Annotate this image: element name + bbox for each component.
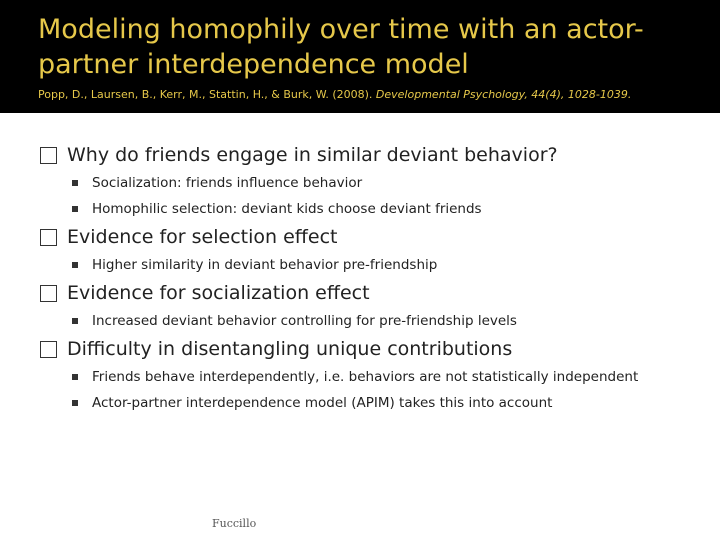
citation (38, 88, 631, 102)
square-bullet-icon (72, 400, 78, 406)
bullet-text: Why do friends engage in similar deviant behavior? (67, 144, 558, 166)
footer-author: Fuccillo (212, 517, 257, 530)
bullet-text: Evidence for selection effect (67, 226, 338, 248)
square-bullet-icon (72, 318, 78, 324)
slide-title: Modeling homophily over time with an actor-partner interdependence model (38, 14, 644, 80)
citation-journal: Developmental Psychology, 44(4), 1028-1039. (375, 88, 632, 101)
checkbox-bullet-icon (40, 147, 57, 164)
square-bullet-icon (72, 206, 78, 212)
sub-bullet-homophilic-selection (40, 196, 710, 222)
sub-bullet-interdependence (40, 364, 710, 390)
sub-bullet-text: Friends behave interdependently, i.e. behaviors are not statistically independent (92, 369, 639, 385)
sub-bullet-text: Higher similarity in deviant behavior pre-friendship (92, 257, 438, 273)
sub-bullet-text: Homophilic selection: deviant kids choose deviant friends (92, 201, 482, 217)
sub-bullet-apim (40, 390, 710, 416)
square-bullet-icon (72, 180, 78, 186)
bullet-why-friends (40, 140, 710, 170)
sub-bullet-text: Actor-partner interdependence model (APIM) takes this into account (92, 395, 553, 411)
bullet-socialization-evidence (40, 278, 710, 308)
bullet-text: Evidence for socialization effect (67, 282, 370, 304)
title-bar (0, 0, 720, 113)
bullet-disentangling-difficulty (40, 334, 710, 364)
sub-bullet-increased-deviance (40, 308, 710, 334)
checkbox-bullet-icon (40, 285, 57, 302)
bullet-text: Difficulty in disentangling unique contributions (67, 338, 513, 360)
sub-bullet-text: Socialization: friends influence behavior (92, 175, 363, 191)
sub-bullet-text: Increased deviant behavior controlling for pre-friendship levels (92, 313, 517, 329)
bullet-selection-evidence (40, 222, 710, 252)
square-bullet-icon (72, 374, 78, 380)
square-bullet-icon (72, 262, 78, 268)
sub-bullet-pre-friendship-similarity (40, 252, 710, 278)
checkbox-bullet-icon (40, 229, 57, 246)
sub-bullet-socialization (40, 170, 710, 196)
slide-content (40, 140, 710, 416)
citation-authors: Popp, D., Laursen, B., Kerr, M., Stattin, H., & Burk, W. (2008). (38, 88, 376, 101)
checkbox-bullet-icon (40, 341, 57, 358)
